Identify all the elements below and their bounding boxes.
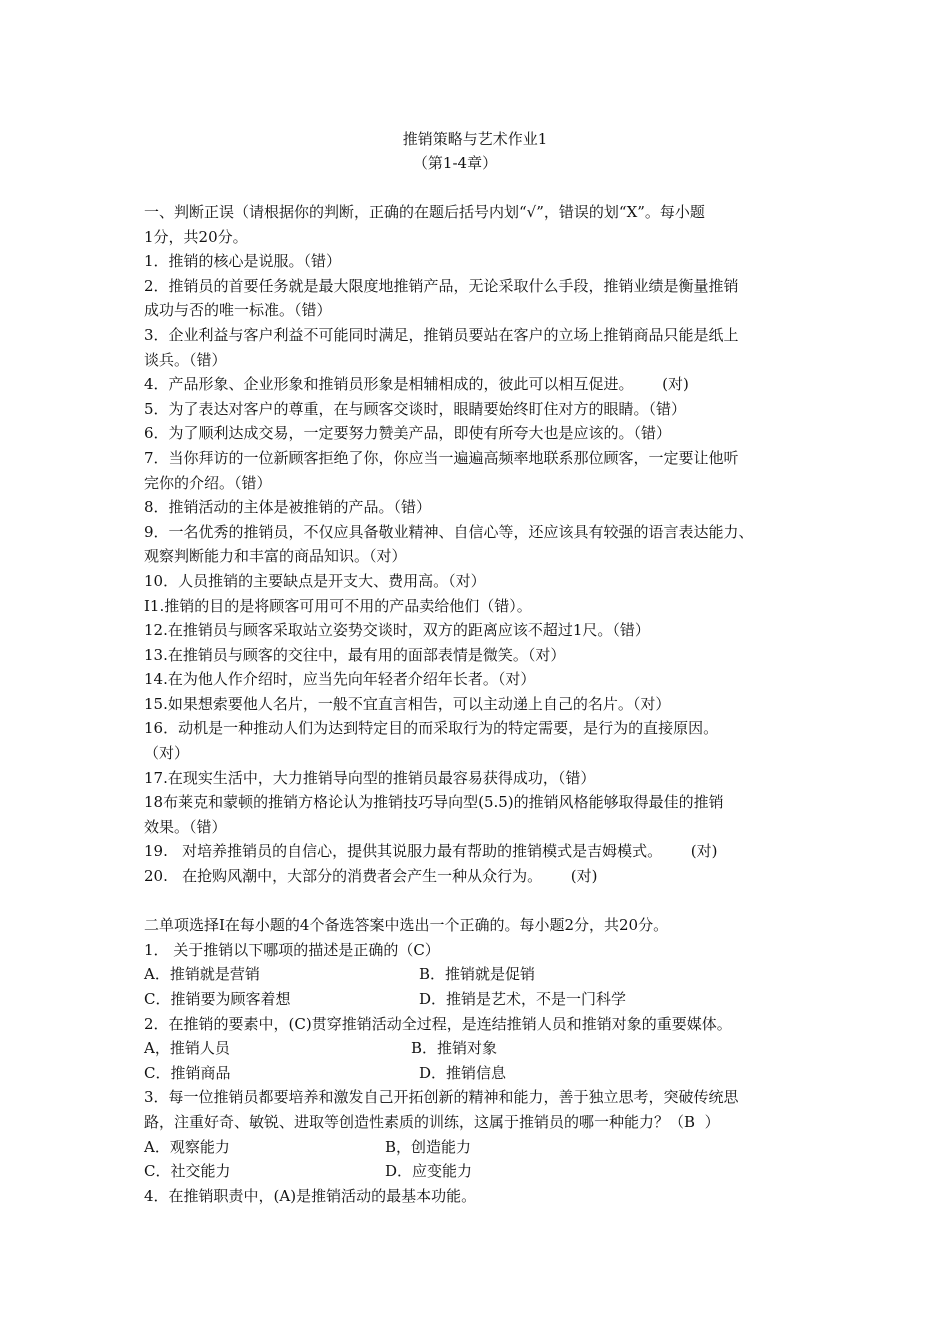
option-row <box>144 987 824 1012</box>
question-item: 20. 在抢购风潮中，大部分的消费者会产生一种从众行为。 (对) <box>144 867 598 886</box>
question-stem: 4．在推销职责中，(A)是推销活动的最基本功能。 <box>144 1186 477 1205</box>
option-row <box>144 1159 824 1184</box>
question-item: 4．产品形象、企业形象和推销员形象是相辅相成的，彼此可以相互促进。 (对) <box>144 375 689 394</box>
question-item: 12.在推销员与顾客采取站立姿势交谈时，双方的距离应该不超过1尺。（错） <box>144 621 650 640</box>
text-line: （对） <box>144 744 190 763</box>
question-item: 9．一名优秀的推销员，不仅应具备敬业精神、自信心等，还应该具有较强的语言表达能力、 <box>144 522 754 541</box>
option-b: B．推销就是促销 <box>419 965 536 984</box>
question-item: 10．人员推销的主要缺点是开支大、费用高。（对） <box>144 571 486 590</box>
question-item: I1.推销的目的是将顾客可用可不用的产品卖给他们（错）。 <box>144 596 532 615</box>
question-stem: 1． 关于推销以下哪项的描述是正确的（C） <box>144 940 440 959</box>
text-line: 谈兵。（错） <box>144 350 227 369</box>
option-row <box>144 1135 824 1160</box>
question-item: 17.在现实生活中，大力推销导向型的推销员最容易获得成功，（错） <box>144 768 596 787</box>
question-item: 3．企业利益与客户利益不可能同时满足，推销员要站在客户的立场上推销商品只能是纸上 <box>144 325 739 344</box>
text-line: 观察判断能力和丰富的商品知识。（对） <box>144 547 407 566</box>
document-subtitle: （第1-4章） <box>412 154 498 172</box>
question-stem: 2．在推销的要素中，(C)贯穿推销活动全过程，是连结推销人员和推销对象的重要媒体。 <box>144 1014 732 1033</box>
option-row <box>144 962 824 987</box>
text-line: 成功与否的唯一标准。（错） <box>144 301 332 320</box>
section-multiple-choice <box>144 913 824 1208</box>
option-b: B，创造能力 <box>385 1137 472 1156</box>
section-true-false <box>144 200 824 889</box>
section-heading: 二单项选择I在每小题的4个备选答案中选出一个正确的。每小题2分，共20分。 <box>144 916 669 935</box>
option-c: C．社交能力 <box>144 1162 231 1181</box>
section-heading: 一、判断正误（请根据你的判断，正确的在题后括号内划“√”，错误的划“X”。每小题 <box>144 203 705 221</box>
question-item: 8．推销活动的主体是被推销的产品。（错） <box>144 498 432 517</box>
question-stem: 3．每一位推销员都要培养和激发自己开拓创新的精神和能力，善于独立思考，突破传统思 <box>144 1088 739 1107</box>
section-spacer <box>144 889 824 914</box>
question-item: 5．为了表达对客户的尊重，在与顾客交谈时，眼睛要始终盯住对方的眼睛。（错） <box>144 399 687 418</box>
text-line: 完你的介绍。（错） <box>144 473 272 492</box>
question-item: 18布莱克和蒙顿的推销方格论认为推销技巧导向型(5.5)的推销风格能够取得最佳的推销 <box>144 793 724 812</box>
question-item: 6．为了顺利达成交易，一定要努力赞美产品，即使有所夸大也是应该的。（错） <box>144 424 672 443</box>
option-row <box>144 1036 824 1061</box>
option-a: A．推销就是营销 <box>144 965 260 984</box>
option-d: D．推销是艺术，不是一门科学 <box>419 990 627 1008</box>
question-item: 7．当你拜访的一位新顾客拒绝了你，你应当一遍遍高频率地联系那位顾客，一定要让他听 <box>144 448 739 467</box>
question-item: 15.如果想索要他人名片，一般不宜直言相告，可以主动递上自己的名片。（对） <box>144 694 671 713</box>
option-a: A．观察能力 <box>144 1137 230 1156</box>
option-b: B．推销对象 <box>411 1039 498 1058</box>
text-line: 1分，共20分。 <box>144 227 248 246</box>
question-item: 1．推销的核心是说服。（错） <box>144 252 342 271</box>
document-body <box>144 200 824 1208</box>
option-d: D．应变能力 <box>385 1162 473 1181</box>
option-a: A，推销人员 <box>144 1039 230 1058</box>
option-row <box>144 1061 824 1086</box>
question-item: 13.在推销员与顾客的交往中，最有用的面部表情是微笑。（对） <box>144 645 566 664</box>
option-c: C．推销要为顾客着想 <box>144 990 291 1008</box>
text-line: 路，注重好奇、敏锐、进取等创造性素质的训练，这属于推销员的哪一种能力？（B ） <box>144 1112 720 1131</box>
question-item: 2．推销员的首要任务就是最大限度地推销产品，无论采取什么手段，推销业绩是衡量推销 <box>144 276 739 295</box>
text-line: 效果。（错） <box>144 817 227 836</box>
option-c: C．推销商品 <box>144 1063 231 1082</box>
option-d: D．推销信息 <box>419 1063 507 1082</box>
question-item: 14.在为他人作介绍时，应当先向年轻者介绍年长者。（对） <box>144 670 536 689</box>
document-title: 推销策略与艺术作业1 <box>402 130 548 148</box>
question-item: 19. 对培养推销员的自信心，提供其说服力最有帮助的推销模式是吉姆模式。 (对) <box>144 842 718 861</box>
question-item: 16．动机是一种推动人们为达到特定目的而采取行为的特定需要，是行为的直接原因。 <box>144 719 719 738</box>
